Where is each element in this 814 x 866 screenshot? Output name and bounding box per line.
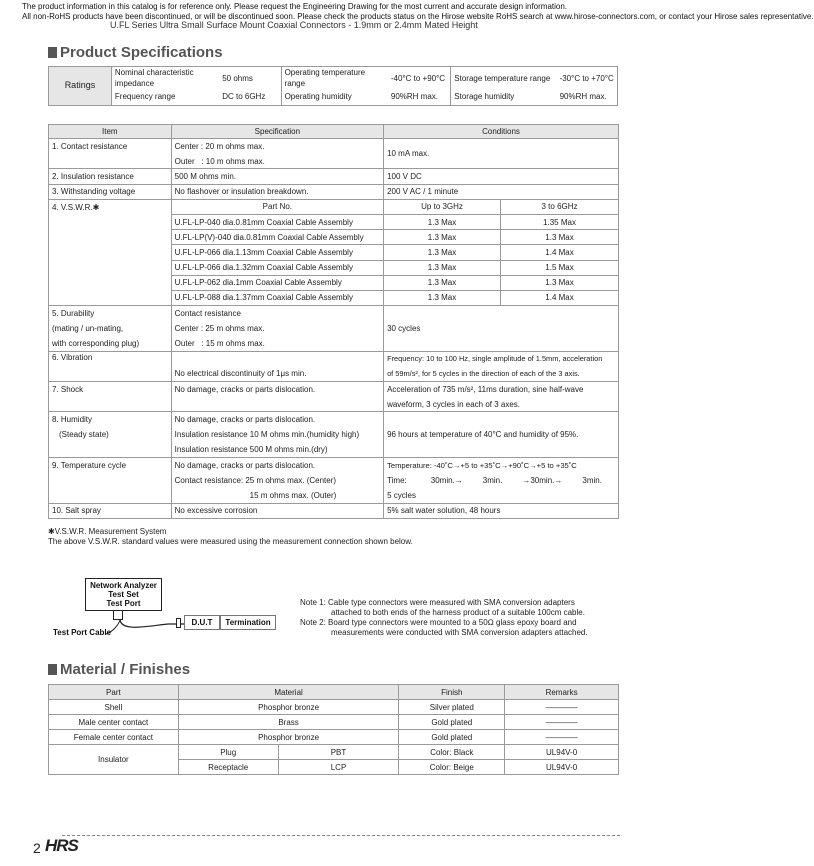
table-row (49, 488, 619, 503)
cond-temp-cycle-2 (384, 473, 619, 488)
insulator-receptacle-remarks: UL94V-0 (505, 760, 619, 775)
vswr-value-6ghz: 1.3 Max (501, 275, 619, 290)
table-row (49, 473, 619, 488)
series-title: U.FL Series Ultra Small Surface Mount Coaxial Connectors - 1.9mm or 2.4mm Mated Height (110, 20, 478, 30)
measurement-notes (300, 598, 588, 638)
spec-humidity-2: Insulation resistance 10 M ohms min.(humidity high) (171, 427, 383, 442)
table-row (49, 503, 619, 518)
table-row (49, 745, 619, 760)
table-row (49, 382, 619, 397)
product-specs-heading (48, 44, 223, 61)
item-durability: 5. Durability (49, 306, 172, 321)
table-row (49, 700, 619, 715)
spec-contact-outer: Outer : 10 m ohms max. (171, 154, 383, 169)
finish-shell: Silver plated (399, 700, 505, 715)
ratings-label: Ratings (49, 67, 112, 106)
note-1-line-2: attached to both ends of the harness product of a suitable 100cm cable. (331, 608, 585, 617)
spec-shock: No damage, cracks or parts dislocation. (171, 382, 383, 397)
vswr-part: U.FL-LP-040 dia.0.81mm Coaxial Cable Assembly (171, 214, 383, 229)
insulator-plug-finish: Color: Black (399, 745, 505, 760)
table-row (49, 730, 619, 745)
header-item: Item (49, 125, 172, 139)
vswr-part: U.FL-LP-066 dia.1.32mm Coaxial Cable Assembly (171, 260, 383, 275)
table-row (49, 169, 619, 184)
vswr-value-6ghz: 1.5 Max (501, 260, 619, 275)
cond-withstanding: 200 V AC / 1 minute (384, 184, 619, 199)
table-header-row (49, 685, 619, 700)
part-female-contact: Female center contact (49, 730, 179, 745)
page-number: 2 (33, 840, 41, 856)
storage-humidity-label: Storage humidity (451, 89, 557, 105)
header-part: Part (49, 685, 179, 700)
item-durability-2: (mating / un-mating, (49, 321, 172, 336)
cond-humidity: 96 hours at temperature of 40°C and humidity of 95%. (384, 412, 619, 458)
vswr-value-6ghz: 1.3 Max (501, 230, 619, 245)
vswr-footnote: ✱V.S.W.R. Measurement System (48, 527, 167, 536)
vswr-value-6ghz: 1.35 Max (501, 214, 619, 229)
note-1-line-1: Cable type connectors were measured with SMA conversion adapters (328, 598, 575, 607)
product-specs-title: Product Specifications (60, 44, 223, 61)
section-marker-icon (48, 47, 57, 58)
cond-shock-2: waveform, 3 cycles in each of 3 axes. (384, 397, 619, 412)
vswr-part: U.FL-LP-062 dia.1mm Coaxial Cable Assembly (171, 275, 383, 290)
termination-label: Termination (225, 618, 271, 627)
note-1 (300, 598, 588, 608)
frequency-value: DC to 6GHz (219, 89, 281, 105)
item-contact-resistance: 1. Contact resistance (49, 139, 172, 154)
part-male-contact: Male center contact (49, 715, 179, 730)
cable-connector-end (176, 618, 181, 628)
materials-table (48, 684, 619, 775)
op-humidity-label: Operating humidity (281, 89, 388, 105)
cond-insulation: 100 V DC (384, 169, 619, 184)
item-humidity: 8. Humidity (49, 412, 172, 427)
storage-temp-value: -30°C to +70°C (557, 67, 618, 90)
spec-temp-cycle-2: Contact resistance: 25 m ohms max. (Center) (171, 473, 383, 488)
storage-temp-label: Storage temperature range (451, 67, 557, 90)
cond-durability: 30 cycles (384, 306, 619, 352)
cond-vibration-2: of 59m/s², for 5 cycles in the direction of each of the 3 axis. (384, 366, 619, 381)
spec-contact-center: Center : 20 m ohms max. (171, 139, 383, 154)
cond-temp-cycle-1: Temperature: -40˚C→+5 to +35˚C→+90˚C→+5 to +35˚C (384, 457, 619, 472)
disclaimer-line-2: All non-RoHS products have been discontinued, or will be discontinued soon. Please check the products status on the Hirose website RoHS search at www.hirose-connectors.com, or contact your Hirose sales representative. (22, 12, 814, 21)
note-2-prefix: Note 2: (300, 618, 326, 627)
vswr-value-6ghz: 1.4 Max (501, 245, 619, 260)
analyzer-label-2: Test Set (108, 590, 139, 599)
item-insulation: 2. Insulation resistance (49, 169, 172, 184)
spec-durability-1: Contact resistance (171, 306, 383, 321)
vswr-footnote-2: The above V.S.W.R. standard values were measured using the measurement connection shown below. (48, 537, 413, 546)
vswr-6ghz-header: 3 to 6GHz (501, 199, 619, 214)
insulator-receptacle-finish: Color: Beige (399, 760, 505, 775)
spec-table (48, 124, 619, 519)
vswr-part-header: Part No. (171, 199, 383, 214)
remarks-male-contact: ———— (505, 715, 619, 730)
note-2 (300, 618, 588, 628)
cond-vibration-1: Frequency: 10 to 100 Hz, single amplitude of 1.5mm, acceleration (384, 351, 619, 366)
network-analyzer-box (85, 578, 162, 611)
op-temp-value: -40°C to +90°C (388, 67, 451, 90)
analyzer-label-3: Test Port (106, 599, 141, 608)
table-row (49, 184, 619, 199)
nominal-impedance-label: Nominal characteristic impedance (111, 67, 219, 90)
table-row (49, 366, 619, 381)
spec-humidity-3: Insulation resistance 500 M ohms min.(dry) (171, 442, 383, 457)
note-2-line-1: Board type connectors were mounted to a 50Ω glass epoxy board and (328, 618, 577, 627)
table-header-row (49, 125, 619, 139)
spec-humidity-1: No damage, cracks or parts dislocation. (171, 412, 383, 427)
test-port-cable-label: Test Port Cable (53, 628, 112, 637)
note-2-line-2: measurements were conducted with SMA conversion adapters attached. (331, 628, 588, 637)
disclaimer-line-1: The product information in this catalog is for reference only. Please request the Engineering Drawing for the most current and accurate design information. (22, 2, 568, 11)
insulator-plug-material: PBT (278, 745, 399, 760)
spec-durability-2: Center : 25 m ohms max. (171, 321, 383, 336)
spec-insulation: 500 M ohms min. (171, 169, 383, 184)
cond-contact-resistance: 10 mA max. (384, 139, 619, 169)
materials-title: Material / Finishes (60, 661, 191, 678)
cond-time-label: Time: (387, 475, 407, 485)
remarks-female-contact: ———— (505, 730, 619, 745)
analyzer-label-1: Network Analyzer (90, 581, 157, 590)
vswr-value-3ghz: 1.3 Max (384, 260, 501, 275)
header-specification: Specification (171, 125, 383, 139)
insulator-plug: Plug (178, 745, 278, 760)
spec-salt-spray: No excessive corrosion (171, 503, 383, 518)
vswr-3ghz-header: Up to 3GHz (384, 199, 501, 214)
item-vswr: 4. V.S.W.R.✱ (49, 199, 172, 305)
footer-divider (62, 835, 620, 836)
item-humidity-2: (Steady state) (49, 427, 172, 442)
insulator-receptacle-material: LCP (278, 760, 399, 775)
nominal-impedance-value: 50 ohms (219, 67, 281, 90)
cond-shock-1: Acceleration of 735 m/s², 11ms duration, sine half-wave (384, 382, 619, 397)
finish-male-contact: Gold plated (399, 715, 505, 730)
finish-female-contact: Gold plated (399, 730, 505, 745)
dut-box (184, 615, 220, 630)
material-shell: Phosphor bronze (178, 700, 399, 715)
spec-withstanding: No flashover or insulation breakdown. (171, 184, 383, 199)
table-row (49, 199, 619, 214)
remarks-shell: ———— (505, 700, 619, 715)
vswr-value-3ghz: 1.3 Max (384, 245, 501, 260)
item-vibration: 6. Vibration (49, 351, 172, 366)
spec-durability-3: Outer : 15 m ohms max. (171, 336, 383, 351)
item-withstanding: 3. Withstanding voltage (49, 184, 172, 199)
cond-temp-cycle-3: 5 cycles (384, 488, 619, 503)
spec-vibration: No electrical discontinuity of 1μs min. (171, 366, 383, 381)
part-shell: Shell (49, 700, 179, 715)
material-female-contact: Phosphor bronze (178, 730, 399, 745)
header-conditions: Conditions (384, 125, 619, 139)
vswr-part: U.FL-LP-088 dia.1.37mm Coaxial Cable Assembly (171, 290, 383, 305)
spec-temp-cycle-1: No damage, cracks or parts dislocation. (171, 457, 383, 472)
storage-humidity-value: 90%RH max. (557, 89, 618, 105)
item-temp-cycle: 9. Temperature cycle (49, 457, 172, 472)
vswr-part: U.FL-LP(V)-040 dia.0.81mm Coaxial Cable Assembly (171, 230, 383, 245)
section-marker-icon (48, 664, 57, 675)
note-1-prefix: Note 1: (300, 598, 326, 607)
termination-box (220, 615, 276, 630)
vswr-value-3ghz: 1.3 Max (384, 290, 501, 305)
table-row (49, 351, 619, 366)
material-male-contact: Brass (178, 715, 399, 730)
insulator-receptacle: Receptacle (178, 760, 278, 775)
frequency-label: Frequency range (111, 89, 219, 105)
spec-temp-cycle-3: 15 m ohms max. (Outer) (171, 488, 383, 503)
table-row (49, 457, 619, 472)
cond-salt-spray: 5% salt water solution, 48 hours (384, 503, 619, 518)
table-row (49, 397, 619, 412)
item-shock: 7. Shock (49, 382, 172, 397)
test-port-cable-icon (98, 612, 198, 638)
vswr-value-6ghz: 1.4 Max (501, 290, 619, 305)
insulator-plug-remarks: UL94V-0 (505, 745, 619, 760)
op-temp-label: Operating temperature range (281, 67, 388, 90)
materials-heading (48, 661, 190, 678)
table-row (49, 412, 619, 427)
dut-label: D.U.T (191, 618, 213, 627)
item-durability-3: with corresponding plug) (49, 336, 172, 351)
header-remarks: Remarks (505, 685, 619, 700)
vswr-value-3ghz: 1.3 Max (384, 275, 501, 290)
table-row (49, 306, 619, 321)
table-row (49, 139, 619, 154)
cond-time-values: 30min.→ 3min. →30min.→ 3min. (430, 475, 602, 485)
op-humidity-value: 90%RH max. (388, 89, 451, 105)
header-finish: Finish (399, 685, 505, 700)
vswr-value-3ghz: 1.3 Max (384, 230, 501, 245)
hrs-logo: HRS (45, 836, 78, 855)
header-material: Material (178, 685, 399, 700)
vswr-part: U.FL-LP-066 dia.1.13mm Coaxial Cable Assembly (171, 245, 383, 260)
part-insulator: Insulator (49, 745, 179, 775)
item-salt-spray: 10. Salt spray (49, 503, 172, 518)
table-row (49, 715, 619, 730)
vswr-value-3ghz: 1.3 Max (384, 214, 501, 229)
ratings-table (48, 66, 618, 106)
